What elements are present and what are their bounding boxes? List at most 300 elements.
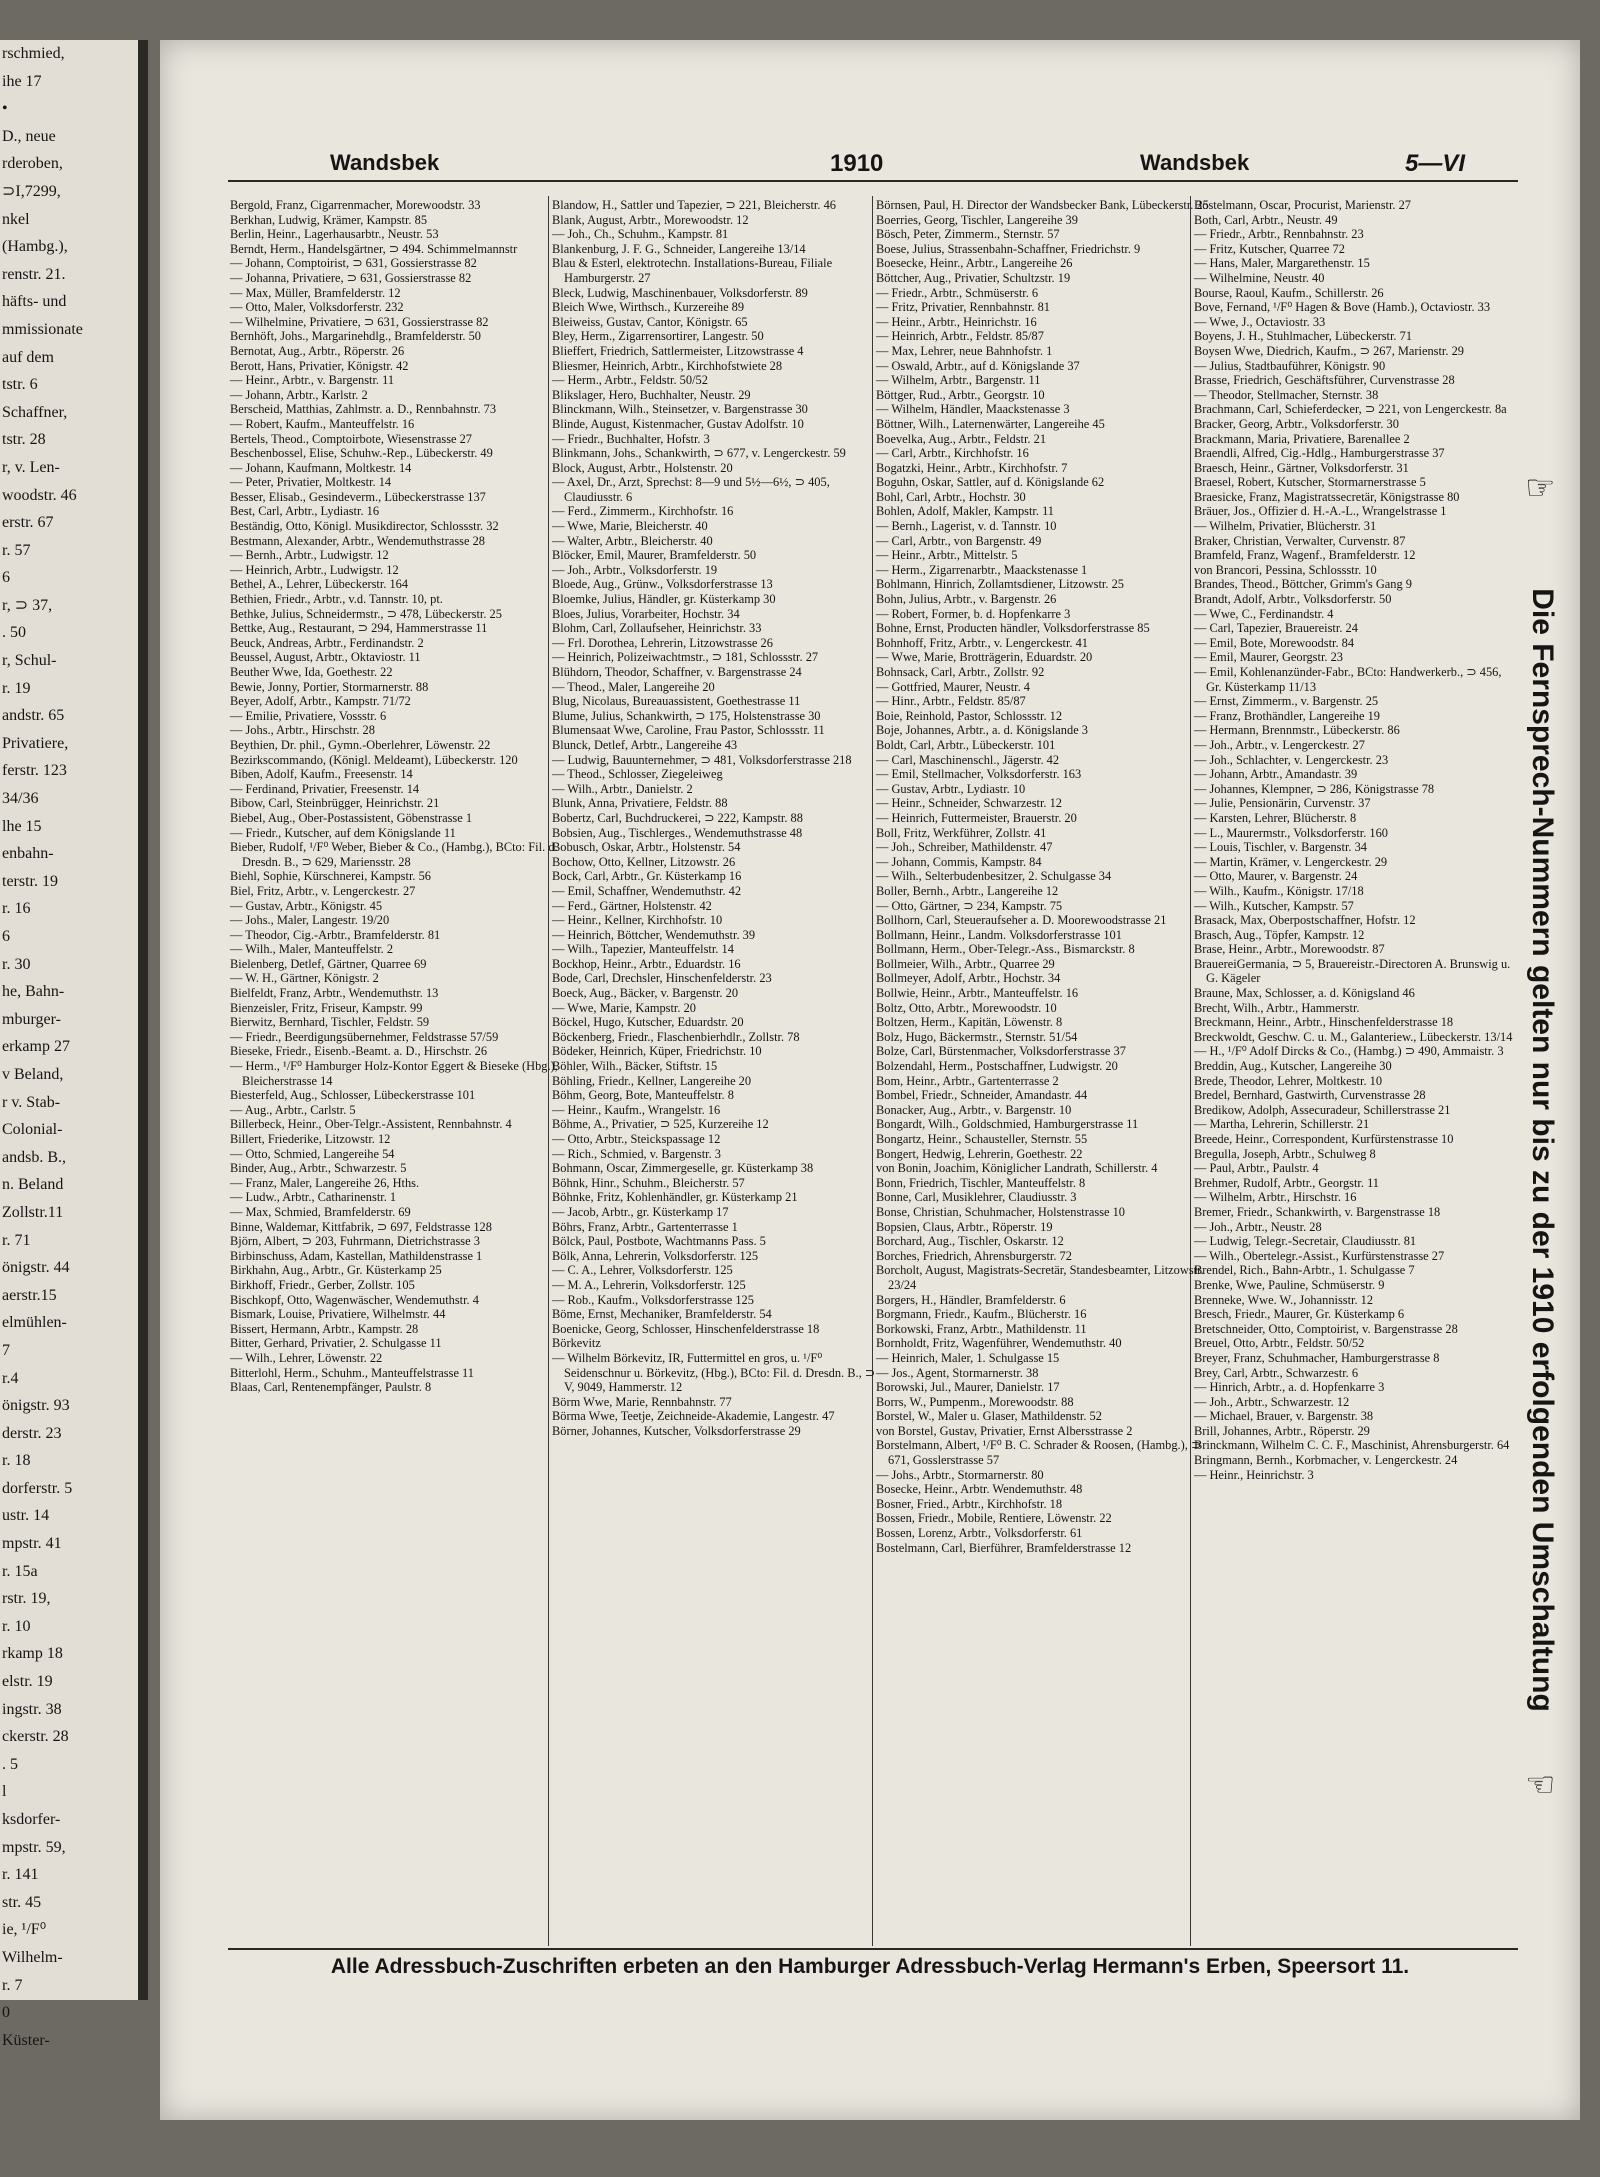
- directory-entry: Björn, Albert, ⊃ 203, Fuhrmann, Dietrichstrasse 3: [230, 1234, 480, 1249]
- directory-entry: Bredel, Bernhard, Gastwirth, Curvenstrasse 28: [1194, 1088, 1426, 1103]
- left-fragment-line: rderoben,: [2, 155, 63, 173]
- directory-entry: Borstel, W., Maler u. Glaser, Mathildenstr. 52: [876, 1409, 1102, 1424]
- directory-entry: Berott, Hans, Privatier, Königstr. 42: [230, 358, 409, 373]
- left-fragment-line: r. 19: [2, 679, 31, 697]
- left-fragment-line: r. 7: [2, 1976, 23, 1994]
- directory-entry: Biben, Adolf, Kaufm., Freesenstr. 14: [230, 767, 413, 782]
- directory-entry: Berlin, Heinr., Lagerhausarbtr., Neustr. 53: [230, 227, 439, 242]
- directory-entry: Boysen Wwe, Diedrich, Kaufm., ⊃ 267, Marienstr. 29: [1194, 343, 1464, 358]
- directory-entry: — Wwe, J., Octaviostr. 33: [1194, 314, 1326, 329]
- directory-entry: — Theod., Maler, Langereihe 20: [552, 679, 715, 694]
- directory-entry: Borgmann, Friedr., Kaufm., Blücherstr. 16: [876, 1307, 1087, 1322]
- directory-entry: — Otto, Maurer, v. Bargenstr. 24: [1194, 869, 1358, 884]
- directory-entry: — Heinrich, Polizeiwachtmstr., ⊃ 181, Schlossstr. 27: [552, 650, 819, 665]
- directory-entry: — Joh., Schlachter, v. Lengerckestr. 23: [1194, 752, 1389, 767]
- directory-entry: — Friedr., Arbtr., Rennbahnstr. 23: [1194, 227, 1364, 242]
- directory-entry: — Carl, Arbtr., Kirchhofstr. 16: [876, 446, 1029, 461]
- directory-entry: — Friedr., Buchhalter, Hofstr. 3: [552, 431, 710, 446]
- directory-entry: — Wilhelmine, Neustr. 40: [1194, 270, 1325, 285]
- directory-entry: Bosner, Fried., Arbtr., Kirchhofstr. 18: [876, 1496, 1063, 1511]
- left-fragment-line: l: [2, 1783, 7, 1801]
- left-fragment-line: andsb. B.,: [2, 1148, 66, 1166]
- directory-entry: Birbinschuss, Adam, Kastellan, Mathildenstrasse 1: [230, 1248, 483, 1263]
- directory-entry: Beständig, Otto, Königl. Musikdirector, Schlossstr. 32: [230, 519, 499, 534]
- directory-entry: Bollmann, Herm., Ober-Telegr.-Ass., Bismarckstr. 8: [876, 942, 1135, 957]
- left-fragment-line: renstr. 21.: [2, 265, 66, 283]
- directory-entry: — Emilie, Privatiere, Vossstr. 6: [230, 708, 387, 723]
- directory-entry: Bosecke, Heinr., Arbtr. Wendemuthstr. 48: [876, 1482, 1083, 1497]
- directory-entry: Bitter, Gerhard, Privatier, 2. Schulgasse 11: [230, 1336, 442, 1351]
- directory-entry: — Hermann, Brennmstr., Lübeckerstr. 86: [1194, 723, 1400, 738]
- directory-entry: — Ludw., Arbtr., Catharinenstr. 1: [230, 1190, 397, 1205]
- directory-entry: — Axel, Dr., Arzt, Sprechst: 8—9 und 5½—6½, ⊃ 405, Claudiusstr. 6: [552, 475, 830, 504]
- directory-entry: — Wilhelm Börkevitz, IR, Futtermittel en gros, u. ¹/F⁰ Seidenschnur u. Börkevitz, (Hbg.), BCto: Fil. d. Dresdn. B., ⊃ V, 9049, Hammerstr. 12: [552, 1350, 876, 1395]
- directory-entry: Boerries, Georg, Tischler, Langereihe 39: [876, 212, 1078, 227]
- left-fragment-line: r, v. Len-: [2, 458, 60, 476]
- directory-entry: Bismark, Louise, Privatiere, Wilhelmstr. 44: [230, 1307, 446, 1322]
- directory-entry: Berscheid, Matthias, Zahlmstr. a. D., Rennbahnstr. 73: [230, 402, 497, 417]
- directory-entry: Börm Wwe, Marie, Rennbahnstr. 77: [552, 1394, 732, 1409]
- directory-entry: Bohl, Carl, Arbtr., Hochstr. 30: [876, 489, 1026, 504]
- left-fragment-line: v Beland,: [2, 1065, 64, 1083]
- left-fragment-line: he, Bahn-: [2, 983, 65, 1001]
- left-fragment-line: Colonial-: [2, 1121, 63, 1139]
- directory-entry: Böckel, Hugo, Kutscher, Eduardstr. 20: [552, 1015, 744, 1030]
- directory-entry: — Friedr., Arbtr., Schmüserstr. 6: [876, 285, 1039, 300]
- directory-entry: — Carl, Maschinenschl., Jägerstr. 42: [876, 752, 1060, 767]
- directory-entry: Borrs, W., Pumpenm., Morewoodstr. 88: [876, 1394, 1074, 1409]
- directory-entry: — Fritz, Kutscher, Quarree 72: [1194, 241, 1345, 256]
- left-fragment-line: (Hambg.),: [2, 238, 68, 256]
- directory-entry: Beuther Wwe, Ida, Goethestr. 22: [230, 665, 393, 679]
- directory-entry: Böhler, Wilh., Bäcker, Stiftstr. 15: [552, 1059, 718, 1074]
- directory-entry: — Wilhelm, Privatier, Blücherstr. 31: [1194, 519, 1377, 534]
- directory-entry: — Max, Lehrer, neue Bahnhofstr. 1: [876, 343, 1053, 358]
- directory-entry: Bollmeyer, Adolf, Arbtr., Hochstr. 34: [876, 971, 1061, 986]
- directory-entry: Boguhn, Oskar, Sattler, auf d. Königslande 62: [876, 475, 1105, 490]
- directory-entry: Bopsien, Claus, Arbtr., Röperstr. 19: [876, 1219, 1053, 1234]
- directory-entry: Bonne, Carl, Musiklehrer, Claudiusstr. 3: [876, 1190, 1077, 1205]
- directory-entry: — Heinrich, Maler, 1. Schulgasse 15: [876, 1350, 1060, 1365]
- directory-entry: — Wilh., Maler, Manteuffelstr. 2: [230, 942, 394, 957]
- directory-entry: Bielenberg, Detlef, Gärtner, Quarree 69: [230, 956, 427, 971]
- directory-entry: — Johs., Arbtr., Hirschstr. 28: [230, 723, 375, 738]
- directory-entry: Breyer, Franz, Schuhmacher, Hamburgerstrasse 8: [1194, 1350, 1440, 1365]
- directory-entry: — Friedr., Kutscher, auf dem Königslande 11: [230, 825, 456, 840]
- left-fragment-line: önigstr. 44: [2, 1259, 70, 1277]
- directory-entry: — Wilhelm, Händler, Maackstenasse 3: [876, 402, 1070, 417]
- directory-entry: Bibow, Carl, Steinbrügger, Heinrichstr. 21: [230, 796, 440, 811]
- directory-entry: Blank, August, Arbtr., Morewoodstr. 12: [552, 212, 749, 227]
- directory-entry: Binder, Aug., Arbtr., Schwarzestr. 5: [230, 1161, 407, 1176]
- left-fragment-line: erstr. 67: [2, 514, 54, 532]
- directory-entry: Borstelmann, Albert, ¹/F⁰ B. C. Schrader & Roosen, (Hambg.), ⊃ 671, Gosslerstrasse 57: [876, 1438, 1202, 1468]
- directory-entry: — Jos., Agent, Stormarnerstr. 38: [876, 1365, 1039, 1380]
- left-fragment-line: mpstr. 59,: [2, 1838, 66, 1856]
- left-fragment-line: Wilhelm-: [2, 1948, 63, 1966]
- directory-entry: Bornholdt, Fritz, Wagenführer, Wendemuthstr. 40: [876, 1336, 1122, 1351]
- directory-entry: Breckmann, Heinr., Arbtr., Hinschenfelderstrasse 18: [1194, 1015, 1454, 1030]
- directory-entry: Brey, Carl, Arbtr., Schwarzestr. 6: [1194, 1365, 1359, 1380]
- left-fragment-line: derstr. 23: [2, 1424, 62, 1442]
- directory-entry: — Theodor, Stellmacher, Sternstr. 38: [1194, 387, 1379, 402]
- directory-entry: — Hinr., Arbtr., Feldstr. 85/87: [876, 694, 1026, 709]
- left-fragment-line: r, Schul-: [2, 652, 57, 670]
- left-fragment-line: mpstr. 41: [2, 1535, 62, 1553]
- directory-entry: — Wilh., Selterbudenbesitzer, 2. Schulgasse 34: [876, 869, 1112, 884]
- directory-entry: Böhnke, Fritz, Kohlenhändler, gr. Küsterkamp 21: [552, 1190, 798, 1205]
- directory-entry: Bonse, Christian, Schuhmacher, Holstenstrasse 10: [876, 1204, 1125, 1219]
- directory-entry: Braesicke, Franz, Magistratssecretär, Königstrasse 80: [1194, 489, 1460, 504]
- directory-entry: Bloes, Julius, Vorarbeiter, Hochstr. 34: [552, 606, 740, 621]
- directory-entry: — Bernh., Lagerist, v. d. Tannstr. 10: [876, 519, 1057, 534]
- left-fragment-line: ie, ¹/F⁰: [2, 1921, 47, 1939]
- directory-entry: Borcholt, August, Magistrats-Secretär, Standesbeamter, Litzowstr. 23/24: [876, 1263, 1204, 1292]
- directory-entry: Boie, Reinhold, Pastor, Schlossstr. 12: [876, 708, 1063, 723]
- directory-entry: Boese, Julius, Strassenbahn-Schaffner, Friedrichstr. 9: [876, 241, 1141, 256]
- directory-entry: Blohm, Carl, Zollaufseher, Heinrichstr. 33: [552, 621, 762, 636]
- left-fragment-line: Schaffner,: [2, 403, 68, 421]
- directory-entry: BrauereiGermania, ⊃ 5, Brauereistr.-Directoren A. Brunswig u. G. Kägeler: [1194, 956, 1511, 986]
- directory-entry: Borowski, Jul., Maurer, Danielstr. 17: [876, 1380, 1060, 1395]
- directory-entry: Böhling, Friedr., Kellner, Langereihe 20: [552, 1073, 752, 1088]
- directory-entry: Bresch, Friedr., Maurer, Gr. Küsterkamp 6: [1194, 1307, 1405, 1322]
- directory-entry: Bockhop, Heinr., Arbtr., Eduardstr. 16: [552, 956, 741, 971]
- directory-entry: Blunck, Detlef, Arbtr., Langereihe 43: [552, 737, 738, 752]
- directory-entry: Brill, Johannes, Arbtr., Röperstr. 29: [1194, 1423, 1370, 1438]
- directory-entry: Brasse, Friedrich, Geschäftsführer, Curvenstrasse 28: [1194, 373, 1455, 388]
- directory-entry: Billert, Friederike, Litzowstr. 12: [230, 1132, 391, 1146]
- left-fragment-line: r. 10: [2, 1617, 31, 1635]
- directory-entry: — Wilh., Tapezier, Manteuffelstr. 14: [552, 942, 734, 957]
- directory-entry: — Otto, Maler, Volksdorferstr. 232: [230, 300, 404, 315]
- directory-entry: — Johann, Kaufmann, Moltkestr. 14: [230, 460, 412, 475]
- left-fragment-line: woodstr. 46: [2, 486, 77, 504]
- directory-entry: Biebel, Aug., Ober-Postassistent, Göbenstrasse 1: [230, 810, 473, 825]
- directory-entry: Bombel, Friedr., Schneider, Amandastr. 44: [876, 1088, 1088, 1103]
- directory-entry: — Emil, Bote, Morewoodstr. 84: [1194, 635, 1355, 650]
- left-fragment-line: ferstr. 123: [2, 762, 67, 780]
- directory-entry: — Johann, Commis, Kampstr. 84: [876, 854, 1042, 869]
- directory-entry: Bräuer, Jos., Offizier d. H.-A.-L., Wrangelstrasse 1: [1194, 504, 1447, 519]
- directory-entry: — Oswald, Arbtr., auf d. Königslande 37: [876, 358, 1080, 373]
- left-fragment-line: mmissionate: [2, 320, 83, 338]
- directory-entry: Boesecke, Heinr., Arbtr., Langereihe 26: [876, 256, 1073, 271]
- directory-entry: — Theod., Schlosser, Ziegeleiweg: [552, 767, 723, 782]
- directory-entry: — Ludwig, Bauunternehmer, ⊃ 481, Volksdorferstrasse 218: [552, 752, 852, 767]
- directory-entry: Bierwitz, Bernhard, Tischler, Feldstr. 59: [230, 1015, 430, 1030]
- directory-entry: — Paul, Arbtr., Paulstr. 4: [1194, 1161, 1319, 1176]
- directory-entry: Boller, Bernh., Arbtr., Langereihe 12: [876, 883, 1059, 898]
- left-fragment-line: dorferstr. 5: [2, 1479, 73, 1497]
- directory-entry: Billerbeck, Heinr., Ober-Telgr.-Assistent, Rennbahnstr. 4: [230, 1117, 512, 1132]
- directory-entry: Blunk, Anna, Privatiere, Feldstr. 88: [552, 796, 728, 811]
- year: 1910: [830, 150, 884, 177]
- left-fragment-line: r. 71: [2, 1231, 31, 1249]
- directory-entry: Bollhorn, Carl, Steueraufseher a. D. Moorewoodstrasse 21: [876, 913, 1167, 928]
- directory-entry: — Julie, Pensionärin, Curvenstr. 37: [1194, 796, 1371, 811]
- directory-entry: — Hans, Maler, Margarethenstr. 15: [1194, 256, 1370, 271]
- directory-column-4: [1194, 198, 1516, 1938]
- directory-entry: — Martha, Lehrerin, Schillerstr. 21: [1194, 1117, 1370, 1132]
- directory-entry: Bölck, Paul, Postbote, Wachtmanns Pass. 5: [552, 1234, 766, 1249]
- directory-entry: Börner, Johannes, Kutscher, Volksdorferstrasse 29: [552, 1423, 801, 1438]
- directory-entry: Biel, Fritz, Arbtr., v. Lengerckestr. 27: [230, 883, 416, 898]
- directory-entry: Bregulla, Joseph, Arbtr., Schulweg 8: [1194, 1146, 1376, 1161]
- directory-entry: — Franz, Maler, Langereihe 26, Hths.: [230, 1175, 420, 1190]
- left-fragment-line: 6: [2, 569, 10, 587]
- directory-entry: Blume, Julius, Schankwirth, ⊃ 175, Holstenstrasse 30: [552, 708, 821, 723]
- directory-column-3: [876, 198, 1210, 1938]
- directory-entry: Brinckmann, Wilhelm C. C. F., Maschinist, Ahrensburgerstr. 64: [1194, 1438, 1510, 1453]
- directory-entry: Börma Wwe, Teetje, Zeichneide-Akademie, Langestr. 47: [552, 1409, 835, 1424]
- directory-entry: Bollmann, Heinr., Landm. Volksdorferstrasse 101: [876, 927, 1122, 942]
- directory-entry: — Wilhelm, Arbtr., Hirschstr. 16: [1194, 1190, 1357, 1205]
- directory-entry: Borchard, Aug., Tischler, Oskarstr. 12: [876, 1234, 1064, 1249]
- directory-entry: Böhrs, Franz, Arbtr., Gartenterrasse 1: [552, 1219, 738, 1234]
- directory-entry: Bohlen, Adolf, Makler, Kampstr. 11: [876, 504, 1054, 519]
- left-fragment-line: r. 141: [2, 1866, 39, 1884]
- directory-entry: Brasch, Aug., Töpfer, Kampstr. 12: [1194, 927, 1365, 942]
- directory-entry: — Heinr., Kellner, Kirchhofstr. 10: [552, 913, 723, 928]
- directory-entry: Blinkmann, Johs., Schankwirth, ⊃ 677, v. Lengerckestr. 59: [552, 446, 846, 461]
- left-fragment-line: auf dem: [2, 348, 54, 366]
- left-fragment-line: terstr. 19: [2, 872, 58, 890]
- directory-entry: — Wwe, Marie, Bleicherstr. 40: [552, 519, 708, 534]
- directory-entry: Bieber, Rudolf, ¹/F⁰ Weber, Bieber & Co., (Hambg.), BCto: Fil. d. Dresdn. B., ⊃ 629, Mariensstr. 28: [230, 840, 558, 869]
- directory-entry: — Wilh., Obertelegr.-Assist., Kurfürstenstrasse 27: [1194, 1248, 1445, 1263]
- directory-entry: Breuel, Otto, Arbtr., Feldstr. 50/52: [1194, 1336, 1365, 1351]
- directory-entry: — Julius, Stadtbauführer, Königstr. 90: [1194, 358, 1386, 373]
- directory-entry: — Wwe, Marie, Kampstr. 20: [552, 1000, 696, 1015]
- directory-entry: — Johs., Maler, Langestr. 19/20: [230, 913, 390, 928]
- page-header: [330, 146, 1510, 186]
- directory-entry: Böme, Ernst, Mechaniker, Bramfelderstr. 54: [552, 1307, 772, 1322]
- directory-entry: — Heinrich, Böttcher, Wendemuthstr. 39: [552, 927, 756, 942]
- directory-entry: — Herm., Arbtr., Feldstr. 50/52: [552, 373, 708, 388]
- directory-entry: Bobusch, Oskar, Arbtr., Holstenstr. 54: [552, 840, 741, 855]
- directory-entry: Bracker, Georg, Arbtr., Volksdorferstr. 30: [1194, 416, 1399, 431]
- directory-entry: Bloede, Aug., Grünw., Volksdorferstrasse 13: [552, 577, 773, 592]
- directory-entry: Braendli, Alfred, Cig.-Hdlg., Hamburgerstrasse 37: [1194, 446, 1445, 461]
- directory-entry: — Ferd., Gärtner, Holstenstr. 42: [552, 898, 712, 913]
- directory-entry: — Wilh., Kutscher, Kampstr. 57: [1194, 898, 1354, 913]
- directory-entry: Bochow, Otto, Kellner, Litzowstr. 26: [552, 854, 736, 869]
- directory-entry: — Robert, Kaufm., Manteuffelstr. 16: [230, 416, 415, 431]
- directory-entry: Bolz, Hugo, Bäckermstr., Sternstr. 51/54: [876, 1029, 1078, 1044]
- left-fragment-line: elmühlen-: [2, 1314, 67, 1332]
- directory-entry: Braune, Max, Schlosser, a. d. Königsland 46: [1194, 986, 1415, 1001]
- directory-entry: Blinde, August, Kistenmacher, Gustav Adolfstr. 10: [552, 416, 804, 431]
- directory-entry: Bock, Carl, Arbtr., Gr. Küsterkamp 16: [552, 869, 742, 884]
- directory-entry: — Johann, Comptoirist, ⊃ 631, Gossierstrasse 82: [230, 256, 477, 271]
- directory-entry: — Emil, Kohlenanzünder-Fabr., BCto: Handwerkerb., ⊃ 456, Gr. Küsterkamp 11/13: [1194, 665, 1502, 694]
- directory-entry: Boll, Fritz, Werkführer, Zollstr. 41: [876, 825, 1047, 840]
- left-fragment-line: ustr. 14: [2, 1507, 50, 1525]
- directory-entry: — Johs., Arbtr., Stormarnerstr. 80: [876, 1467, 1044, 1482]
- directory-entry: Beuck, Andreas, Arbtr., Ferdinandstr. 2: [230, 635, 424, 650]
- directory-entry: Bischkopf, Otto, Wagenwäscher, Wendemuthstr. 4: [230, 1292, 479, 1307]
- directory-entry: — Joh., Arbtr., v. Lengerckestr. 27: [1194, 737, 1365, 752]
- left-fragment-line: r. 57: [2, 541, 31, 559]
- directory-entry: Bohne, Ernst, Producten händler, Volksdorferstrasse 85: [876, 621, 1150, 636]
- directory-column-2: [552, 198, 886, 1938]
- directory-entry: Birkhahn, Aug., Arbtr., Gr. Küsterkamp 25: [230, 1263, 442, 1278]
- directory-entry: — Herm., Zigarrenarbtr., Maackstenasse 1: [876, 562, 1088, 577]
- directory-entry: — Joh., Ch., Schuhm., Kampstr. 81: [552, 227, 729, 242]
- directory-entry: Bösch, Peter, Zimmerm., Sternstr. 57: [876, 227, 1060, 242]
- directory-entry: Böckenberg, Friedr., Flaschenbierhdlr., Zollstr. 78: [552, 1029, 800, 1044]
- directory-entry: — Fritz, Privatier, Rennbahnstr. 81: [876, 300, 1050, 315]
- directory-entry: Borgers, H., Händler, Bramfelderstr. 6: [876, 1292, 1066, 1307]
- directory-entry: Beyer, Adolf, Arbtr., Kampstr. 71/72: [230, 694, 411, 709]
- directory-entry: Block, August, Arbtr., Holstenstr. 20: [552, 460, 733, 475]
- directory-entry: Blieffert, Friedrich, Sattlermeister, Litzowstrasse 4: [552, 343, 804, 358]
- directory-entry: Bongartz, Heinr., Schausteller, Sternstr. 55: [876, 1132, 1088, 1146]
- directory-entry: Bredikow, Adolph, Assecuradeur, Schillerstrasse 21: [1194, 1102, 1451, 1117]
- left-fragment-line: 0: [2, 2004, 10, 2022]
- directory-entry: Börkevitz: [552, 1336, 601, 1351]
- directory-entry: — Louis, Tischler, v. Bargenstr. 34: [1194, 840, 1367, 855]
- directory-entry: — Heinr., Arbtr., Mittelstr. 5: [876, 548, 1018, 563]
- directory-entry: Bode, Carl, Drechsler, Hinschenfelderstr. 23: [552, 971, 772, 986]
- directory-entry: — Franz, Brothändler, Langereihe 19: [1194, 708, 1380, 723]
- directory-entry: Boldt, Carl, Arbtr., Lübeckerstr. 101: [876, 737, 1056, 752]
- page-footer: Alle Adressbuch-Zuschriften erbeten an den Hamburger Adressbuch-Verlag Hermann's Erben, Speersort 11.: [330, 1955, 1410, 1978]
- directory-entry: Beschenbossel, Elise, Schuhw.-Rep., Lübeckerstr. 49: [230, 446, 493, 461]
- page-number: 5—VI: [1405, 150, 1466, 177]
- directory-entry: — Aug., Arbtr., Carlstr. 5: [230, 1102, 356, 1117]
- directory-entry: Bolzendahl, Herm., Postschaffner, Ludwigstr. 20: [876, 1059, 1118, 1074]
- left-fragment-line: str. 45: [2, 1893, 42, 1911]
- directory-entry: Bostelmann, Carl, Bierführer, Bramfelderstrasse 12: [876, 1540, 1132, 1555]
- directory-entry: — Gustav, Arbtr., Königstr. 45: [230, 898, 383, 913]
- directory-entry: Bethel, A., Lehrer, Lübeckerstr. 164: [230, 577, 409, 592]
- directory-entry: Braesch, Heinr., Gärtner, Volksdorferstr. 31: [1194, 460, 1409, 475]
- directory-entry: Borkowski, Franz, Arbtr., Mathildenstr. 11: [876, 1321, 1087, 1336]
- left-fragment-line: r, ⊃ 37,: [2, 596, 53, 614]
- directory-entry: Blandow, H., Sattler und Tapezier, ⊃ 221, Bleicherstr. 46: [552, 198, 836, 212]
- directory-entry: Bölk, Anna, Lehrerin, Volksdorferstr. 125: [552, 1248, 759, 1263]
- directory-entry: — Heinrich, Arbtr., Feldstr. 85/87: [876, 329, 1044, 344]
- directory-entry: — Ludwig, Telegr.-Secretair, Claudiusstr. 81: [1194, 1234, 1417, 1249]
- directory-entry: Bogatzki, Heinr., Arbtr., Kirchhofstr. 7: [876, 460, 1068, 475]
- right-running-title: Wandsbek: [1140, 150, 1250, 175]
- directory-entry: Bielfeldt, Franz, Arbtr., Wendemuthstr. 13: [230, 986, 439, 1001]
- directory-entry: — Carl, Tapezier, Brauereistr. 24: [1194, 621, 1358, 636]
- directory-entry: — Joh., Arbtr., Schwarzestr. 12: [1194, 1394, 1350, 1409]
- left-fragment-line: ksdorfer-: [2, 1811, 61, 1828]
- directory-entry: — Wilh., Kaufm., Königstr. 17/18: [1194, 883, 1364, 898]
- directory-entry: Bobsien, Aug., Tischlerges., Wendemuthstrasse 48: [552, 825, 803, 840]
- directory-entry: Bley, Herm., Zigarrensortirer, Langestr. 50: [552, 329, 764, 344]
- directory-entry: Blühdorn, Theodor, Schaffner, v. Bargenstrasse 24: [552, 665, 802, 679]
- directory-entry: — Michael, Brauer, v. Bargenstr. 38: [1194, 1409, 1374, 1424]
- directory-entry: Beythien, Dr. phil., Gymn.-Oberlehrer, Löwenstr. 22: [230, 737, 491, 752]
- directory-entry: Boeck, Aug., Bäcker, v. Bargenstr. 20: [552, 986, 739, 1001]
- directory-entry: Bertels, Theod., Comptoirbote, Wiesenstrasse 27: [230, 431, 472, 446]
- directory-entry: Bremer, Friedr., Schankwirth, v. Bargenstrasse 18: [1194, 1204, 1441, 1219]
- left-fragment-line: aerstr.15: [2, 1286, 57, 1304]
- directory-entry: Best, Carl, Arbtr., Lydiastr. 16: [230, 504, 380, 519]
- directory-entry: — Heinr., Heinrichstr. 3: [1194, 1467, 1314, 1482]
- pointing-hand-icon: ☜: [1525, 1767, 1556, 1804]
- directory-entry: Brasack, Max, Oberpostschaffner, Hofstr. 12: [1194, 913, 1416, 928]
- left-fragment-line: r.4: [2, 1369, 19, 1387]
- directory-entry: Bossen, Lorenz, Arbtr., Volksdorferstr. 61: [876, 1526, 1083, 1541]
- directory-entry: — Wilhelm, Arbtr., Bargenstr. 11: [876, 373, 1041, 388]
- directory-entry: Bödeker, Heinrich, Küper, Friedrichstr. 10: [552, 1044, 762, 1059]
- directory-entry: — M. A., Lehrerin, Volksdorferstr. 125: [552, 1277, 746, 1292]
- directory-entry: Boltzen, Herm., Kapitän, Löwenstr. 8: [876, 1015, 1063, 1030]
- directory-entry: — Wilh., Lehrer, Löwenstr. 22: [230, 1350, 383, 1365]
- directory-entry: — Rob., Kaufm., Volksdorferstrasse 125: [552, 1292, 754, 1307]
- side-note: [1522, 450, 1562, 1850]
- directory-entry: Bretschneider, Otto, Comptoirist, v. Bargenstrasse 28: [1194, 1321, 1458, 1336]
- directory-entry: Boje, Johannes, Arbtr., a. d. Königslande 3: [876, 723, 1088, 738]
- directory-column-1: [230, 198, 564, 1938]
- left-fragment-line: andstr. 65: [2, 707, 65, 725]
- directory-entry: Bostelmann, Oscar, Procurist, Marienstr. 27: [1194, 198, 1411, 212]
- left-fragment-line: ihe 17: [2, 72, 42, 90]
- directory-entry: Bethke, Julius, Schneidermstr., ⊃ 478, Lübeckerstr. 25: [230, 606, 502, 621]
- directory-entry: Brenneke, Wwe. W., Johannisstr. 12: [1194, 1292, 1374, 1307]
- pointing-hand-icon: ☞: [1525, 470, 1556, 507]
- directory-entry: Böhnk, Hinr., Schuhm., Bleicherstr. 57: [552, 1175, 745, 1190]
- left-fragment-line: r. 18: [2, 1452, 31, 1470]
- directory-entry: Blug, Nicolaus, Bureauassistent, Goethestrasse 11: [552, 694, 801, 709]
- directory-entry: — Emil, Schaffner, Wendemuthstr. 42: [552, 883, 742, 898]
- directory-entry: Bongert, Hedwig, Lehrerin, Goethestr. 22: [876, 1146, 1083, 1161]
- directory-entry: Brendel, Rich., Bahn-Arbtr., 1. Schulgasse 7: [1194, 1263, 1415, 1278]
- directory-entry: — Friedr., Beerdigungsübernehmer, Feldstrasse 57/59: [230, 1029, 499, 1044]
- directory-entry: Bongardt, Wilh., Goldschmied, Hamburgerstrasse 11: [876, 1117, 1139, 1132]
- directory-entry: Boltz, Otto, Arbtr., Morewoodstr. 10: [876, 1000, 1057, 1015]
- directory-entry: — H., ¹/F⁰ Adolf Dircks & Co., (Hambg.) ⊃ 490, Ammaistr. 3: [1194, 1044, 1504, 1059]
- footer-rule: [228, 1948, 1518, 1950]
- directory-entry: — Gottfried, Maurer, Neustr. 4: [876, 679, 1031, 694]
- directory-entry: — Heinr., Schneider, Schwarzestr. 12: [876, 796, 1063, 811]
- directory-entry: — Jacob, Arbtr., gr. Küsterkamp 17: [552, 1204, 729, 1219]
- directory-entry: Braesel, Robert, Kutscher, Stormarnerstrasse 5: [1194, 475, 1426, 490]
- left-running-title: Wandsbek: [330, 150, 440, 175]
- left-fragment-line: mburger-: [2, 1010, 61, 1028]
- directory-entry: Breede, Heinr., Correspondent, Kurfürstenstrasse 10: [1194, 1132, 1454, 1146]
- directory-entry: Brenke, Wwe, Pauline, Schmüserstr. 9: [1194, 1277, 1385, 1292]
- left-fragment-line: önigstr. 93: [2, 1397, 70, 1415]
- directory-entry: Bissert, Hermann, Arbtr., Kampstr. 28: [230, 1321, 419, 1336]
- directory-entry: — Bernh., Arbtr., Ludwigstr. 12: [230, 548, 389, 563]
- directory-entry: — Theodor, Cig.-Arbtr., Bramfelderstr. 81: [230, 927, 441, 942]
- directory-entry: — Hinrich, Arbtr., a. d. Hopfenkarre 3: [1194, 1380, 1385, 1395]
- directory-entry: Blaas, Carl, Rentenempfänger, Paulstr. 8: [230, 1380, 432, 1395]
- directory-entry: Bohn, Julius, Arbtr., v. Bargenstr. 26: [876, 592, 1057, 607]
- directory-entry: Brecht, Wilh., Arbtr., Hammerstr.: [1194, 1000, 1360, 1015]
- left-fragment-line: ckerstr. 28: [2, 1728, 69, 1746]
- directory-entry: Bom, Heinr., Arbtr., Gartenterrasse 2: [876, 1073, 1059, 1088]
- directory-entry: Bethien, Friedr., Arbtr., v.d. Tannstr. 10, pt.: [230, 592, 443, 607]
- left-fragment-line: rstr. 19,: [2, 1590, 51, 1608]
- directory-entry: Brandes, Theod., Böttcher, Grimm's Gang 9: [1194, 577, 1412, 592]
- left-page-fragment: [0, 40, 148, 2049]
- directory-entry: — Emil, Maurer, Georgstr. 23: [1194, 650, 1343, 665]
- directory-entry: Berkhan, Ludwig, Krämer, Kampstr. 85: [230, 212, 428, 227]
- directory-entry: — Max, Schmied, Bramfelderstr. 69: [230, 1204, 411, 1219]
- directory-entry: — Frl. Dorothea, Lehrerin, Litzowstrasse 26: [552, 635, 773, 650]
- left-fragment-line: 7: [2, 1341, 10, 1359]
- directory-entry: Bestmann, Alexander, Arbtr., Wendemuthstrasse 28: [230, 533, 485, 548]
- directory-entry: Bezirkscommando, (Königl. Meldeamt), Lübeckerstr. 120: [230, 752, 518, 767]
